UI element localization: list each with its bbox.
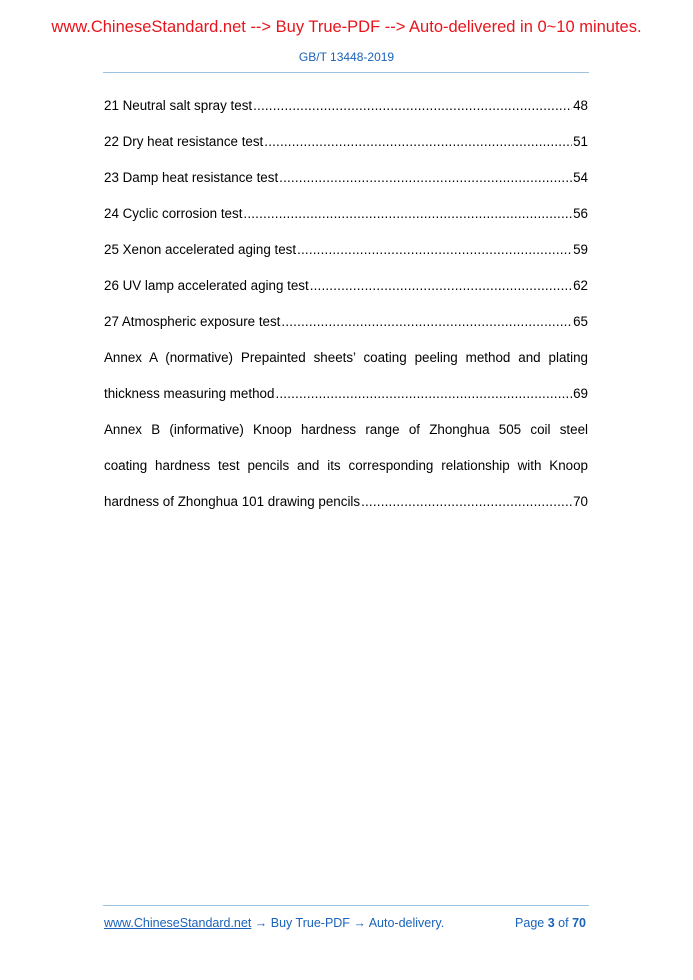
toc-entry-title: 21 Neutral salt spray test	[104, 98, 253, 113]
toc-leader-dots	[310, 268, 572, 304]
toc-entry-page: 62	[573, 278, 588, 293]
toc-entry-27[interactable]	[104, 304, 588, 340]
toc-entry-page: 69	[573, 386, 588, 401]
table-of-contents	[104, 88, 588, 520]
toc-annex-a-line1[interactable]: Annex A (normative) Prepainted sheets’ coating peeling method and plating	[104, 350, 588, 365]
toc-leader-dots	[281, 304, 572, 340]
toc-annex-b-line2[interactable]: coating hardness test pencils and its corresponding relationship with Knoop	[104, 458, 588, 473]
toc-entry-26[interactable]	[104, 268, 588, 304]
page-label: Page	[515, 916, 545, 930]
of-label: of	[558, 916, 569, 930]
toc-entry-title: hardness of Zhonghua 101 drawing pencils	[104, 494, 361, 509]
toc-entry-page: 51	[573, 134, 588, 149]
footer-site-link[interactable]: www.ChineseStandard.net	[104, 916, 252, 930]
toc-annex-b-line3[interactable]	[104, 484, 588, 520]
footer-divider	[103, 905, 589, 906]
toc-entry-page: 56	[573, 206, 588, 221]
toc-entry-24[interactable]	[104, 196, 588, 232]
toc-annex-b-line1[interactable]: Annex B (informative) Knoop hardness range of Zhonghua 505 coil steel	[104, 422, 588, 437]
toc-entry-title: 27 Atmospheric exposure test	[104, 314, 281, 329]
toc-entry-title: 26 UV lamp accelerated aging test	[104, 278, 309, 293]
header-divider	[103, 72, 589, 73]
toc-entry-22[interactable]	[104, 124, 588, 160]
toc-entry-title: thickness measuring method	[104, 386, 275, 401]
promo-banner: www.ChineseStandard.net --> Buy True-PDF --> Auto-delivered in 0~10 minutes.	[51, 18, 642, 36]
page-indicator	[515, 916, 586, 930]
toc-leader-dots	[264, 124, 572, 160]
toc-leader-dots	[297, 232, 572, 268]
footer-left	[104, 916, 444, 930]
toc-entry-page: 48	[573, 98, 588, 113]
toc-entry-25[interactable]	[104, 232, 588, 268]
toc-annex-a-line2[interactable]	[104, 376, 588, 412]
toc-entry-23[interactable]	[104, 160, 588, 196]
toc-leader-dots	[361, 484, 572, 520]
toc-entry-title: 24 Cyclic corrosion test	[104, 206, 243, 221]
toc-entry-page: 70	[573, 494, 588, 509]
toc-entry-title: 22 Dry heat resistance test	[104, 134, 264, 149]
toc-leader-dots	[279, 160, 572, 196]
toc-leader-dots	[275, 376, 572, 412]
toc-leader-dots	[243, 196, 572, 232]
toc-entry-page: 54	[573, 170, 588, 185]
footer-tagline: → Buy True-PDF → Auto-delivery.	[251, 916, 445, 930]
current-page-number: 3	[547, 916, 555, 930]
toc-entry-21[interactable]	[104, 88, 588, 124]
toc-entry-title: 23 Damp heat resistance test	[104, 170, 279, 185]
total-pages-number: 70	[572, 916, 586, 930]
page-footer	[104, 916, 586, 930]
standard-number: GB/T 13448-2019	[298, 50, 395, 64]
toc-entry-page: 59	[573, 242, 588, 257]
toc-leader-dots	[253, 88, 572, 124]
toc-entry-title: 25 Xenon accelerated aging test	[104, 242, 297, 257]
toc-entry-page: 65	[573, 314, 588, 329]
